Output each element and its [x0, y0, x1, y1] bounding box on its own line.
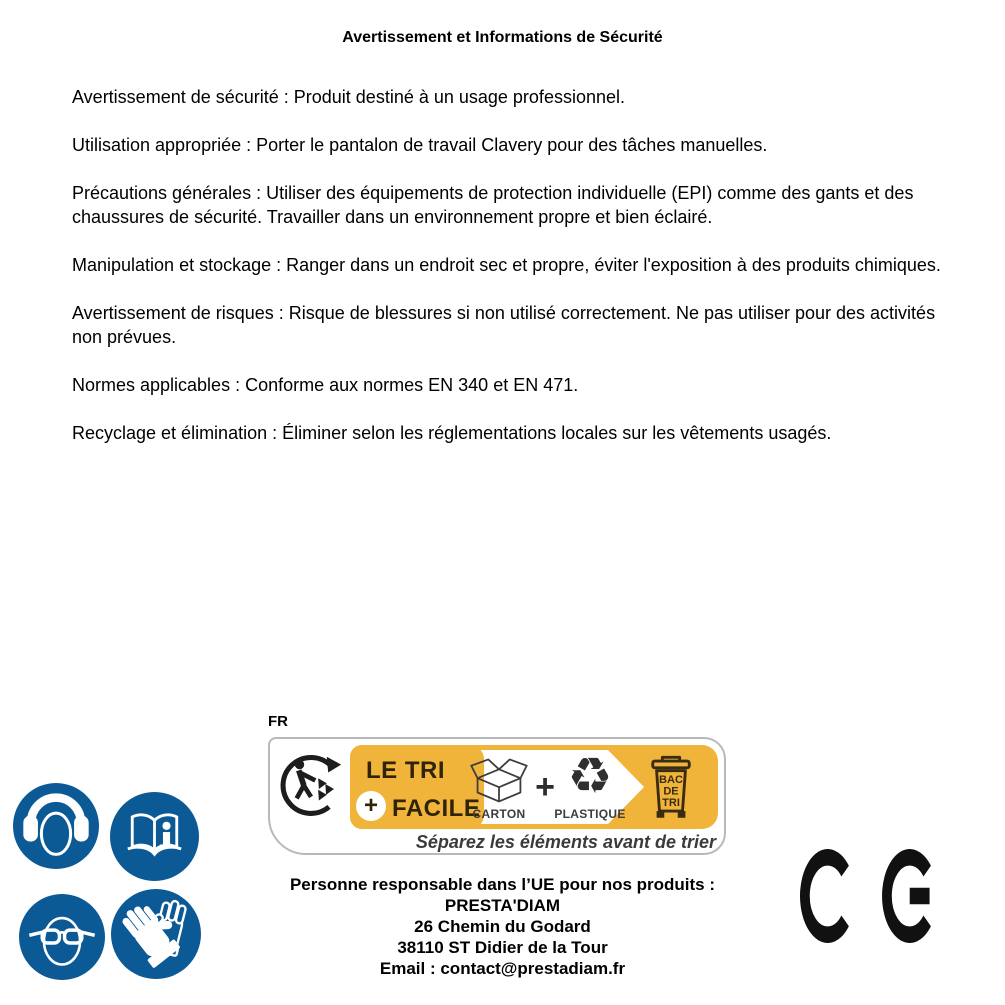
safety-paragraph: Utilisation appropriée : Porter le pantalon de travail Clavery pour des tâches manuelles. — [72, 135, 768, 155]
fr-country-code: FR — [268, 713, 288, 730]
responsible-city: 38110 ST Didier de la Tour — [397, 938, 608, 957]
carton-label: CARTON — [472, 807, 526, 821]
plus-circle-icon: + — [356, 791, 386, 821]
carton-box-icon — [468, 755, 530, 805]
read-instruction-manual-icon — [110, 792, 199, 881]
responsible-street: 26 Chemin du Godard — [414, 917, 591, 936]
responsible-company: PRESTA'DIAM — [444, 896, 561, 915]
safety-paragraph: Avertissement de sécurité : Produit destiné à un usage professionnel. — [72, 87, 625, 107]
safety-paragraph: Précautions générales : Utiliser des équipements de protection individuelle (EPI) comme des gants et des chaussures de sécurité. Travailler dans un environnement propre et bien éclairé. — [72, 183, 914, 227]
plus-separator: + — [535, 768, 555, 806]
sorting-bin-icon — [647, 754, 695, 822]
sorting-info-banner — [268, 737, 726, 855]
bin-text-bac: BAC — [659, 774, 683, 787]
wear-ear-protection-icon — [13, 783, 99, 869]
safety-paragraph: Manipulation et stockage : Ranger dans un endroit sec et propre, éviter l'exposition à des produits chimiques. — [72, 255, 941, 275]
safety-paragraph: Normes applicables : Conforme aux normes EN 340 et EN 471. — [72, 375, 579, 395]
safety-paragraphs — [72, 85, 956, 469]
ce-marking-icon — [800, 849, 940, 943]
responsible-line: Personne responsable dans l’UE pour nos produits : — [289, 875, 716, 894]
sorting-tagline: Séparez les éléments avant de trier — [415, 832, 716, 852]
page-title: Avertissement et Informations de Sécurité — [342, 29, 663, 46]
triman-icon — [278, 745, 344, 823]
le-tri-text: LE TRI — [366, 757, 445, 784]
bin-text-de: DE — [663, 785, 679, 798]
safety-paragraph: Avertissement de risques : Risque de blessures si non utilisé correctement. Ne pas utiliser pour des activités non prévues. — [72, 303, 936, 347]
recycling-triangle-icon: ♻ — [567, 747, 613, 805]
safety-paragraph: Recyclage et élimination : Éliminer selon les réglementations locales sur les vêtements usagés. — [72, 423, 832, 443]
responsible-email: Email : contact@prestadiam.fr — [379, 959, 626, 978]
bin-text-tri: TRI — [662, 797, 680, 810]
facile-text: FACILE — [392, 795, 481, 822]
plastique-label: PLASTIQUE — [554, 807, 626, 821]
